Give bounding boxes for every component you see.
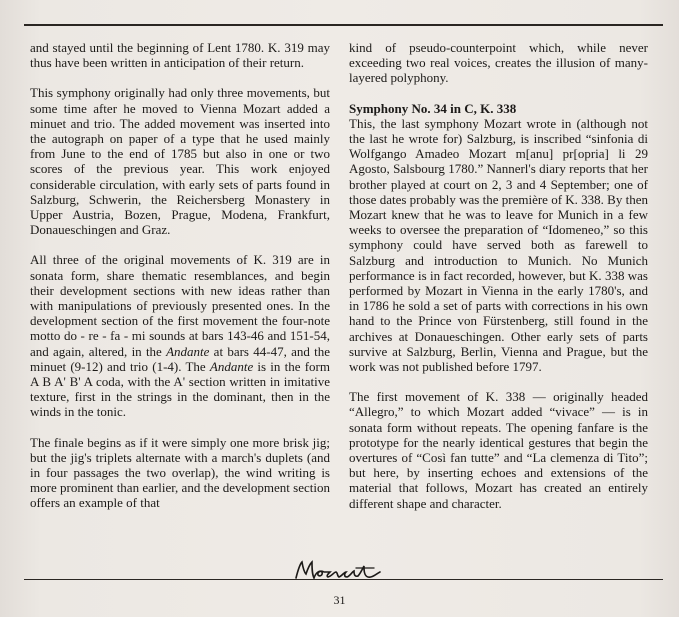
paragraph: and stayed until the beginning of Lent 1780. K. 319 may thus have been written in anticipation of their return. [30, 40, 330, 71]
bottom-rule [24, 579, 663, 580]
paragraph: All three of the original movements of K. 319 are in sonata form, share thematic resemblances, and begin their development sections with new ideas rather than with manipulations of previously presented ones. In the development section of the first movement the four-note motto do - re - fa - mi sounds at bars 143-46 and 151-54, and again, altered, in the Andante at bars 44-47, and the minuet (9-12) and trio (1-4). The Andante is in the form A B A' B' A coda, with the A' section written in imitative texture, first in the strings in the dominant, then in the winds in the tonic. [30, 252, 330, 420]
section-heading: Symphony No. 34 in C, K. 338 [349, 100, 517, 116]
mozart-signature [290, 558, 386, 584]
paragraph: The finale begins as if it were simply one more brisk jig; but the jig's triplets alternate with a march's duplets (and in four passages the two overlap), the wind writing is more prominent than earlier, and the development section offers an example of that [30, 434, 330, 511]
right-column [349, 40, 648, 526]
top-rule [24, 24, 663, 26]
page-number: 31 [333, 593, 346, 607]
left-column [30, 40, 330, 526]
paragraph: The first movement of K. 338 — originally headed “Allegro,” to which Mozart added “vivace” — is in sonata form without repeats. The opening fanfare is the prototype for the nearly identical gestures that begin the overtures of “Così fan tutte” and “La clemenza di Tito”; but here, by inserting echoes and extensions of the material that follows, Mozart has created an entirely different shape and character. [349, 389, 648, 511]
paragraph: This symphony originally had only three movements, but some time after he moved to Vienna Mozart added a minuet and trio. The added movement was inserted into the autograph on paper of a type that he used mainly from June to the end of 1785 but also in one or two scores of the previous year. This work enjoyed considerable circulation, with early sets of parts found in Salzburg, Schwerin, the Reichersberg Monastery in Upper Austria, Bozen, Prague, Modena, Frankfurt, Donaueschingen and Graz. [30, 85, 330, 238]
paragraph: This, the last symphony Mozart wrote in (although not the last he wrote for) Salzburg, is inscribed “sinfonia di Wolfgango Amadeo Mozart m[anu] pr[opria] li 29 Agosto, Salsbourg 1780.” Nannerl's diary reports that her brother played at court on 2, 3 and 4 September; one of those dates probably was the première of K. 338. By then Mozart knew that he was to leave for Munich in a few weeks to oversee the preparation of “Idomeneo,” so this symphony could have served both as farewell to Salzburg and introduction to Munich. No Munich performance is in fact recorded, however, but K. 338 was performed by Mozart in Vienna in the early 1780's, and in 1786 he sold a set of parts with corrections in his own hand to the Prince von Fürstenberg, still found in the archives at Donaueschingen. Other early sets of parts survive at Salzburg, Berlin, Vienna and Prague, but the work was not published before 1797. [349, 115, 648, 375]
paragraph: kind of pseudo-counterpoint which, while never exceeding two real voices, creates the illusion of many-layered polyphony. [349, 40, 648, 86]
